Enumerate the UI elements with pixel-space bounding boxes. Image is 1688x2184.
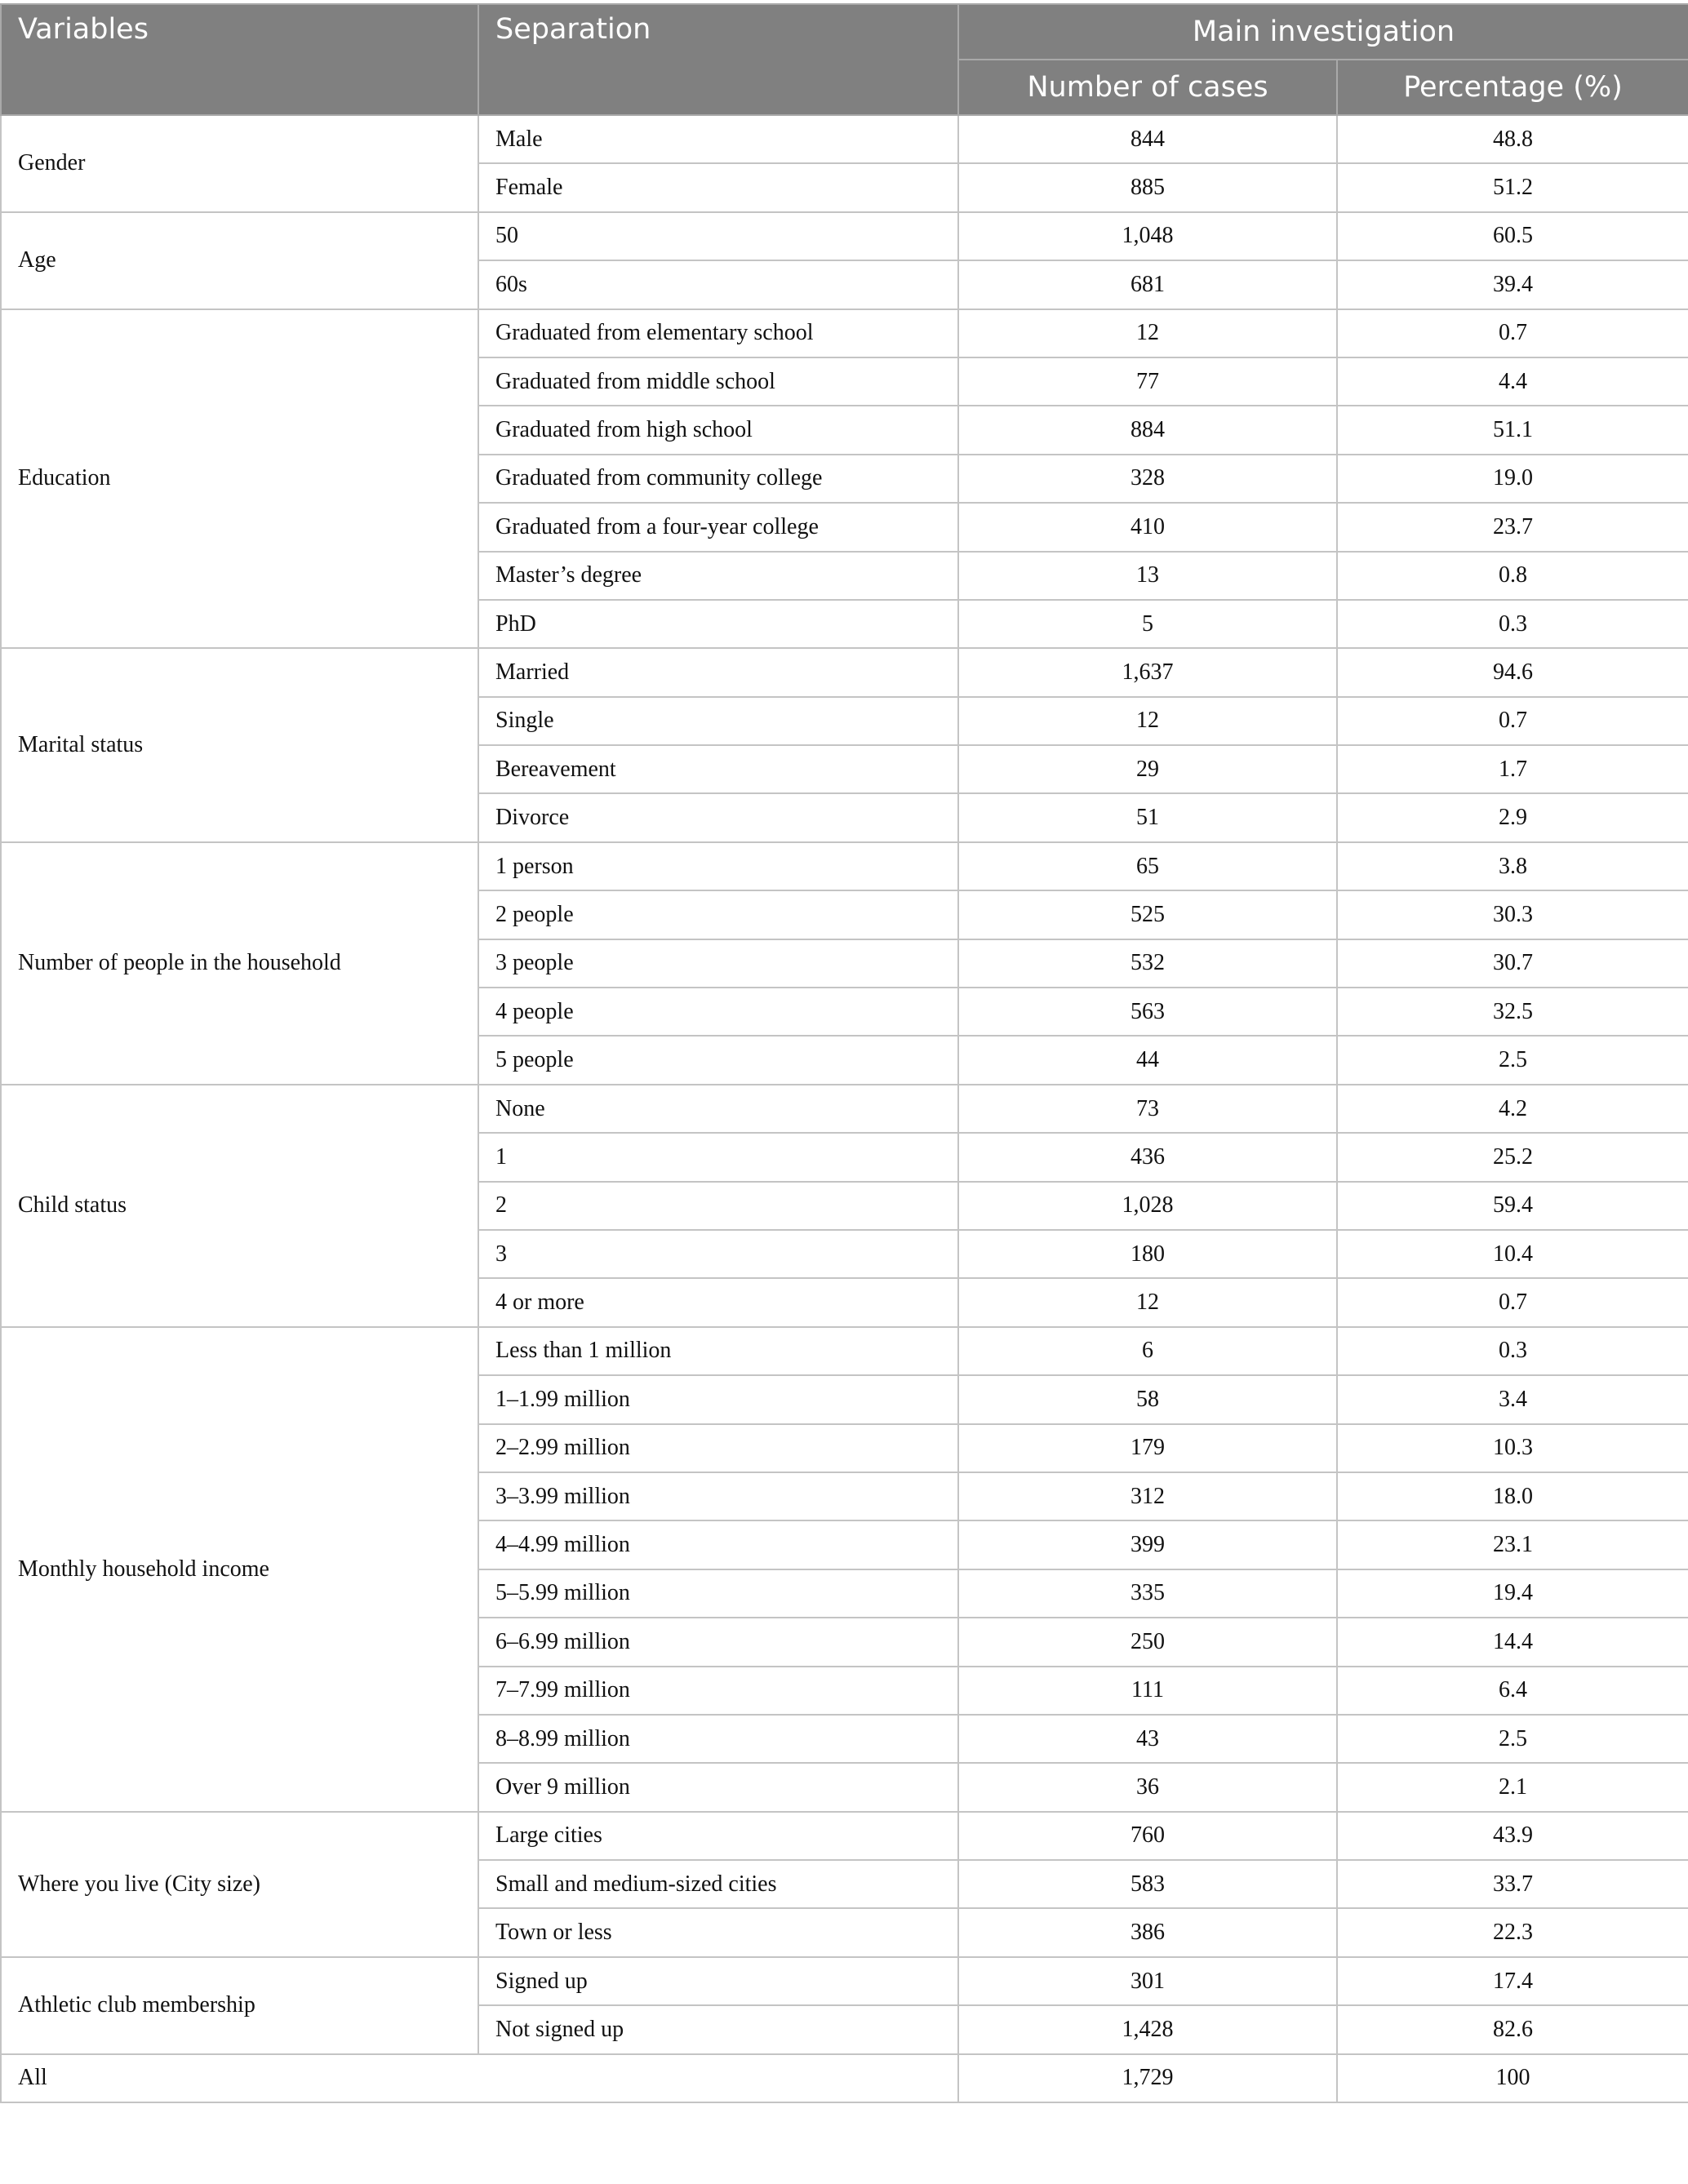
cases-cell: 312 (958, 1472, 1337, 1520)
separation-cell: Signed up (478, 1957, 958, 2005)
percentage-cell: 3.4 (1337, 1375, 1688, 1423)
separation-cell: Single (478, 697, 958, 745)
percentage-cell: 94.6 (1337, 648, 1688, 696)
percentage-cell: 10.3 (1337, 1424, 1688, 1472)
percentage-cell: 0.7 (1337, 1278, 1688, 1326)
header-variables: Variables (1, 4, 478, 115)
table-row (1, 115, 1688, 163)
percentage-cell: 25.2 (1337, 1133, 1688, 1181)
cases-cell: 77 (958, 357, 1337, 406)
percentage-cell: 22.3 (1337, 1908, 1688, 1956)
separation-cell: 2–2.99 million (478, 1424, 958, 1472)
cases-cell: 111 (958, 1667, 1337, 1715)
percentage-cell: 23.7 (1337, 503, 1688, 551)
separation-cell: Large cities (478, 1812, 958, 1860)
cases-cell: 436 (958, 1133, 1337, 1181)
percentage-cell: 82.6 (1337, 2005, 1688, 2053)
cases-cell: 180 (958, 1230, 1337, 1278)
cases-cell: 525 (958, 890, 1337, 939)
percentage-cell: 14.4 (1337, 1618, 1688, 1666)
percentage-cell: 19.4 (1337, 1569, 1688, 1618)
separation-cell: Bereavement (478, 745, 958, 793)
separation-cell: Town or less (478, 1908, 958, 1956)
variable-cell: Number of people in the household (1, 842, 478, 1085)
percentage-cell: 0.7 (1337, 309, 1688, 357)
percentage-cell: 0.3 (1337, 1327, 1688, 1375)
demographics-table (0, 3, 1688, 2103)
separation-cell: 7–7.99 million (478, 1667, 958, 1715)
table-row (1, 648, 1688, 696)
percentage-cell: 51.2 (1337, 163, 1688, 211)
separation-cell: Small and medium-sized cities (478, 1860, 958, 1908)
cases-cell: 44 (958, 1036, 1337, 1084)
percentage-cell: 0.3 (1337, 600, 1688, 648)
cases-cell: 5 (958, 600, 1337, 648)
percentage-cell: 0.8 (1337, 552, 1688, 600)
variable-cell: Gender (1, 115, 478, 212)
cases-cell: 13 (958, 552, 1337, 600)
separation-cell: 1 person (478, 842, 958, 890)
variable-cell: Child status (1, 1085, 478, 1327)
separation-cell: 50 (478, 212, 958, 260)
percentage-cell: 3.8 (1337, 842, 1688, 890)
separation-cell: Male (478, 115, 958, 163)
cases-cell: 844 (958, 115, 1337, 163)
percentage-cell: 17.4 (1337, 1957, 1688, 2005)
cases-cell: 250 (958, 1618, 1337, 1666)
percentage-cell: 32.5 (1337, 988, 1688, 1036)
cases-cell: 563 (958, 988, 1337, 1036)
separation-cell: Married (478, 648, 958, 696)
percentage-cell: 2.9 (1337, 793, 1688, 841)
total-row (1, 2054, 1688, 2102)
table-row (1, 842, 1688, 890)
separation-cell: Graduated from a four-year college (478, 503, 958, 551)
percentage-cell: 33.7 (1337, 1860, 1688, 1908)
cases-cell: 760 (958, 1812, 1337, 1860)
cases-cell: 885 (958, 163, 1337, 211)
separation-cell: 60s (478, 260, 958, 309)
cases-cell: 335 (958, 1569, 1337, 1618)
variable-cell: Where you live (City size) (1, 1812, 478, 1957)
variable-cell: Education (1, 309, 478, 649)
cases-cell: 681 (958, 260, 1337, 309)
cases-cell: 1,028 (958, 1182, 1337, 1230)
percentage-cell: 43.9 (1337, 1812, 1688, 1860)
percentage-cell: 4.4 (1337, 357, 1688, 406)
cases-cell: 51 (958, 793, 1337, 841)
cases-cell: 328 (958, 455, 1337, 503)
variable-cell: Marital status (1, 648, 478, 842)
percentage-cell: 23.1 (1337, 1520, 1688, 1569)
separation-cell: 4 or more (478, 1278, 958, 1326)
cases-cell: 532 (958, 939, 1337, 988)
total-percentage: 100 (1337, 2054, 1688, 2102)
separation-cell: Graduated from middle school (478, 357, 958, 406)
separation-cell: Less than 1 million (478, 1327, 958, 1375)
separation-cell: 3 people (478, 939, 958, 988)
cases-cell: 12 (958, 697, 1337, 745)
cases-cell: 58 (958, 1375, 1337, 1423)
cases-cell: 36 (958, 1763, 1337, 1811)
percentage-cell: 2.1 (1337, 1763, 1688, 1811)
separation-cell: 4–4.99 million (478, 1520, 958, 1569)
separation-cell: 1–1.99 million (478, 1375, 958, 1423)
separation-cell: 3 (478, 1230, 958, 1278)
table-row (1, 212, 1688, 260)
percentage-cell: 10.4 (1337, 1230, 1688, 1278)
cases-cell: 179 (958, 1424, 1337, 1472)
separation-cell: Graduated from elementary school (478, 309, 958, 357)
separation-cell: 4 people (478, 988, 958, 1036)
percentage-cell: 60.5 (1337, 212, 1688, 260)
percentage-cell: 19.0 (1337, 455, 1688, 503)
cases-cell: 12 (958, 309, 1337, 357)
cases-cell: 1,428 (958, 2005, 1337, 2053)
table-row (1, 309, 1688, 357)
cases-cell: 583 (958, 1860, 1337, 1908)
separation-cell: 2 people (478, 890, 958, 939)
separation-cell: Divorce (478, 793, 958, 841)
variable-cell: Monthly household income (1, 1327, 478, 1812)
table-row (1, 1812, 1688, 1860)
percentage-cell: 48.8 (1337, 115, 1688, 163)
cases-cell: 29 (958, 745, 1337, 793)
cases-cell: 6 (958, 1327, 1337, 1375)
table-row (1, 1957, 1688, 2005)
separation-cell: Over 9 million (478, 1763, 958, 1811)
separation-cell: PhD (478, 600, 958, 648)
cases-cell: 399 (958, 1520, 1337, 1569)
variable-cell: Age (1, 212, 478, 309)
percentage-cell: 2.5 (1337, 1036, 1688, 1084)
cases-cell: 73 (958, 1085, 1337, 1133)
cases-cell: 43 (958, 1715, 1337, 1763)
separation-cell: Graduated from high school (478, 406, 958, 454)
separation-cell: Master’s degree (478, 552, 958, 600)
separation-cell: Not signed up (478, 2005, 958, 2053)
header-percentage: Percentage (%) (1337, 60, 1688, 115)
separation-cell: 2 (478, 1182, 958, 1230)
cases-cell: 12 (958, 1278, 1337, 1326)
percentage-cell: 30.7 (1337, 939, 1688, 988)
table-row (1, 1085, 1688, 1133)
separation-cell: 8–8.99 million (478, 1715, 958, 1763)
cases-cell: 410 (958, 503, 1337, 551)
header-main-investigation: Main investigation (958, 4, 1688, 60)
percentage-cell: 4.2 (1337, 1085, 1688, 1133)
header-separation: Separation (478, 4, 958, 115)
cases-cell: 1,637 (958, 648, 1337, 696)
cases-cell: 1,048 (958, 212, 1337, 260)
cases-cell: 65 (958, 842, 1337, 890)
separation-cell: 5 people (478, 1036, 958, 1084)
percentage-cell: 0.7 (1337, 697, 1688, 745)
percentage-cell: 18.0 (1337, 1472, 1688, 1520)
percentage-cell: 2.5 (1337, 1715, 1688, 1763)
percentage-cell: 6.4 (1337, 1667, 1688, 1715)
percentage-cell: 30.3 (1337, 890, 1688, 939)
percentage-cell: 59.4 (1337, 1182, 1688, 1230)
separation-cell: Graduated from community college (478, 455, 958, 503)
variable-cell: Athletic club membership (1, 1957, 478, 2054)
separation-cell: 3–3.99 million (478, 1472, 958, 1520)
separation-cell: 6–6.99 million (478, 1618, 958, 1666)
percentage-cell: 1.7 (1337, 745, 1688, 793)
separation-cell: None (478, 1085, 958, 1133)
cases-cell: 386 (958, 1908, 1337, 1956)
total-cases: 1,729 (958, 2054, 1337, 2102)
separation-cell: 5–5.99 million (478, 1569, 958, 1618)
cases-cell: 884 (958, 406, 1337, 454)
separation-cell: 1 (478, 1133, 958, 1181)
total-label: All (1, 2054, 958, 2102)
separation-cell: Female (478, 163, 958, 211)
cases-cell: 301 (958, 1957, 1337, 2005)
header-number-of-cases: Number of cases (958, 60, 1337, 115)
percentage-cell: 51.1 (1337, 406, 1688, 454)
percentage-cell: 39.4 (1337, 260, 1688, 309)
table-row (1, 1327, 1688, 1375)
